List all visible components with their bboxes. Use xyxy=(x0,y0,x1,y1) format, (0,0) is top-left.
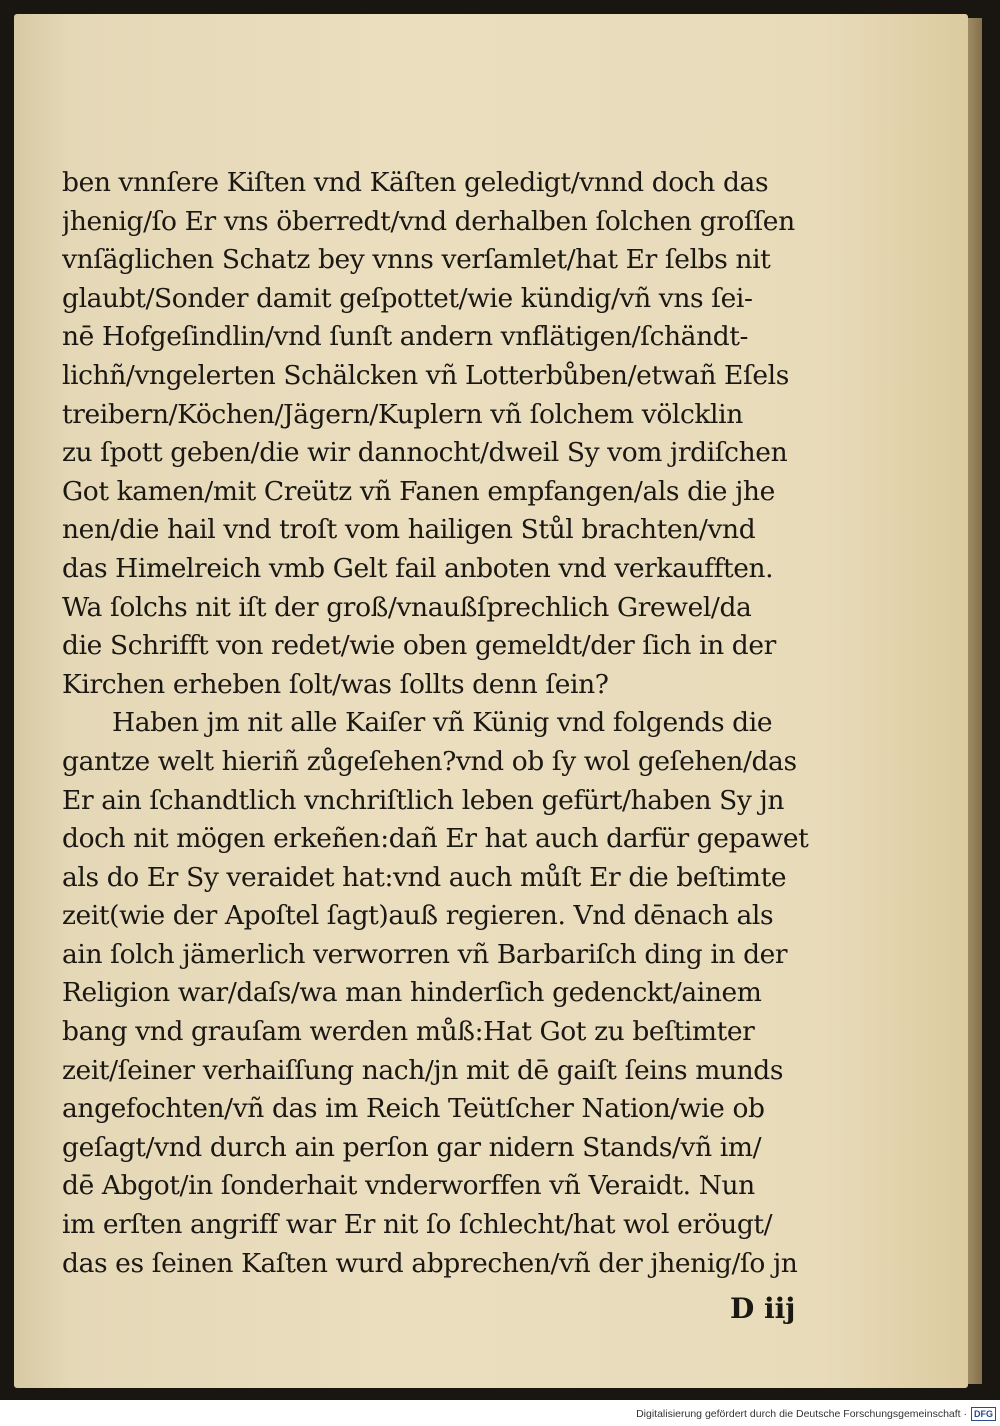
text-line: nen/die hail vnd troſt vom hailigen Stůl brachten/vnd xyxy=(62,514,756,546)
text-line: im erſten angriff war Er nit ſo ſchlecht/hat wol eröugt/ xyxy=(62,1209,773,1241)
text-line: zu ſpott geben/die wir dannocht/dweil Sy vom jrdiſchen xyxy=(62,437,788,469)
text-line: Religion war/daſs/wa man hinderſich gedenckt/ainem xyxy=(62,977,762,1009)
text-line: doch nit mögen erkeñen:dañ Er hat auch darfür gepawet xyxy=(62,823,809,855)
text-line: treibern/Köchen/Jägern/Kuplern vñ ſolchem völcklin xyxy=(62,398,743,430)
page-edge xyxy=(968,18,982,1384)
text-line: glaubt/Sonder damit geſpottet/wie kündig/vñ vns ſei- xyxy=(62,282,753,314)
book-page xyxy=(14,14,968,1388)
text-line: ben vnnſere Kiſten vnd Käſten geledigt/vnnd doch das xyxy=(62,167,769,198)
text-line: geſagt/vnd durch ain perſon gar nidern Stands/vñ im/ xyxy=(62,1131,762,1163)
text-line: zeit(wie der Apoſtel ſagt)auß regieren. Vnd dēnach als xyxy=(62,900,774,932)
text-line: die Schrifft von redet/wie oben gemeldt/der ſich in der xyxy=(62,630,776,662)
text-line: Kirchen erheben ſolt/was ſollts denn ſein? xyxy=(62,668,609,700)
digitization-footer xyxy=(636,1405,1000,1423)
text-line: nē Hofgeſindlin/vnd ſunſt andern vnflätigen/ſchändt- xyxy=(62,321,749,353)
text-line: das es ſeinen Kaſten wurd abprechen/vñ der jhenig/ſo jn xyxy=(62,1247,798,1279)
text-line: zeit/ſeiner verhaiſſung nach/jn mit dē gaiſt ſeins munds xyxy=(62,1054,784,1086)
text-line: als do Er Sy veraidet hat:vnd auch můſt Er die beſtimte xyxy=(62,861,787,893)
text-line: Wa ſolchs nit iſt der groß/vnaußſprechlich Grewel/da xyxy=(62,591,752,623)
text-line: vnſäglichen Schatz bey vnns verſamlet/hat Er ſelbs nit xyxy=(62,244,771,276)
text-line: lichñ/vngelerten Schälcken vñ Lotterbůben/etwañ Eſels xyxy=(62,359,789,391)
text-line: jhenig/ſo Er vns öberredt/vnd derhalben ſolchen groſſen xyxy=(62,205,795,237)
text-line: Haben jm nit alle Kaiſer vñ Künig vnd folgends die xyxy=(112,707,773,739)
signature-mark: D iij xyxy=(730,1292,796,1325)
text-line: gantze welt hieriñ zůgeſehen?vnd ob ſy wol geſehen/das xyxy=(62,745,797,777)
text-line: ain ſolch jämerlich verworren vñ Barbariſch ding in der xyxy=(62,938,788,970)
footer-text: Digitalisierung gefördert durch die Deutsche Forschungsgemeinschaft · xyxy=(636,1408,967,1420)
text-line: dē Abgot/in ſonderhait vnderworffen vñ Veraidt. Nun xyxy=(62,1170,755,1202)
text-line: angefochten/vñ das im Reich Teütſcher Nation/wie ob xyxy=(62,1093,765,1125)
text-line: das Himelreich vmb Gelt fail anboten vnd verkaufften. xyxy=(62,552,774,584)
text-line: bang vnd grauſam werden můß:Hat Got zu beſtimter xyxy=(62,1016,755,1048)
dfg-logo-icon: DFG xyxy=(971,1407,996,1421)
page-text xyxy=(62,164,874,1283)
text-line: Got kamen/mit Creütz vñ Fanen empfangen/als die jhe xyxy=(62,475,775,507)
text-line: Er ain ſchandtlich vnchriſtlich leben gefürt/haben Sy jn xyxy=(62,784,785,816)
